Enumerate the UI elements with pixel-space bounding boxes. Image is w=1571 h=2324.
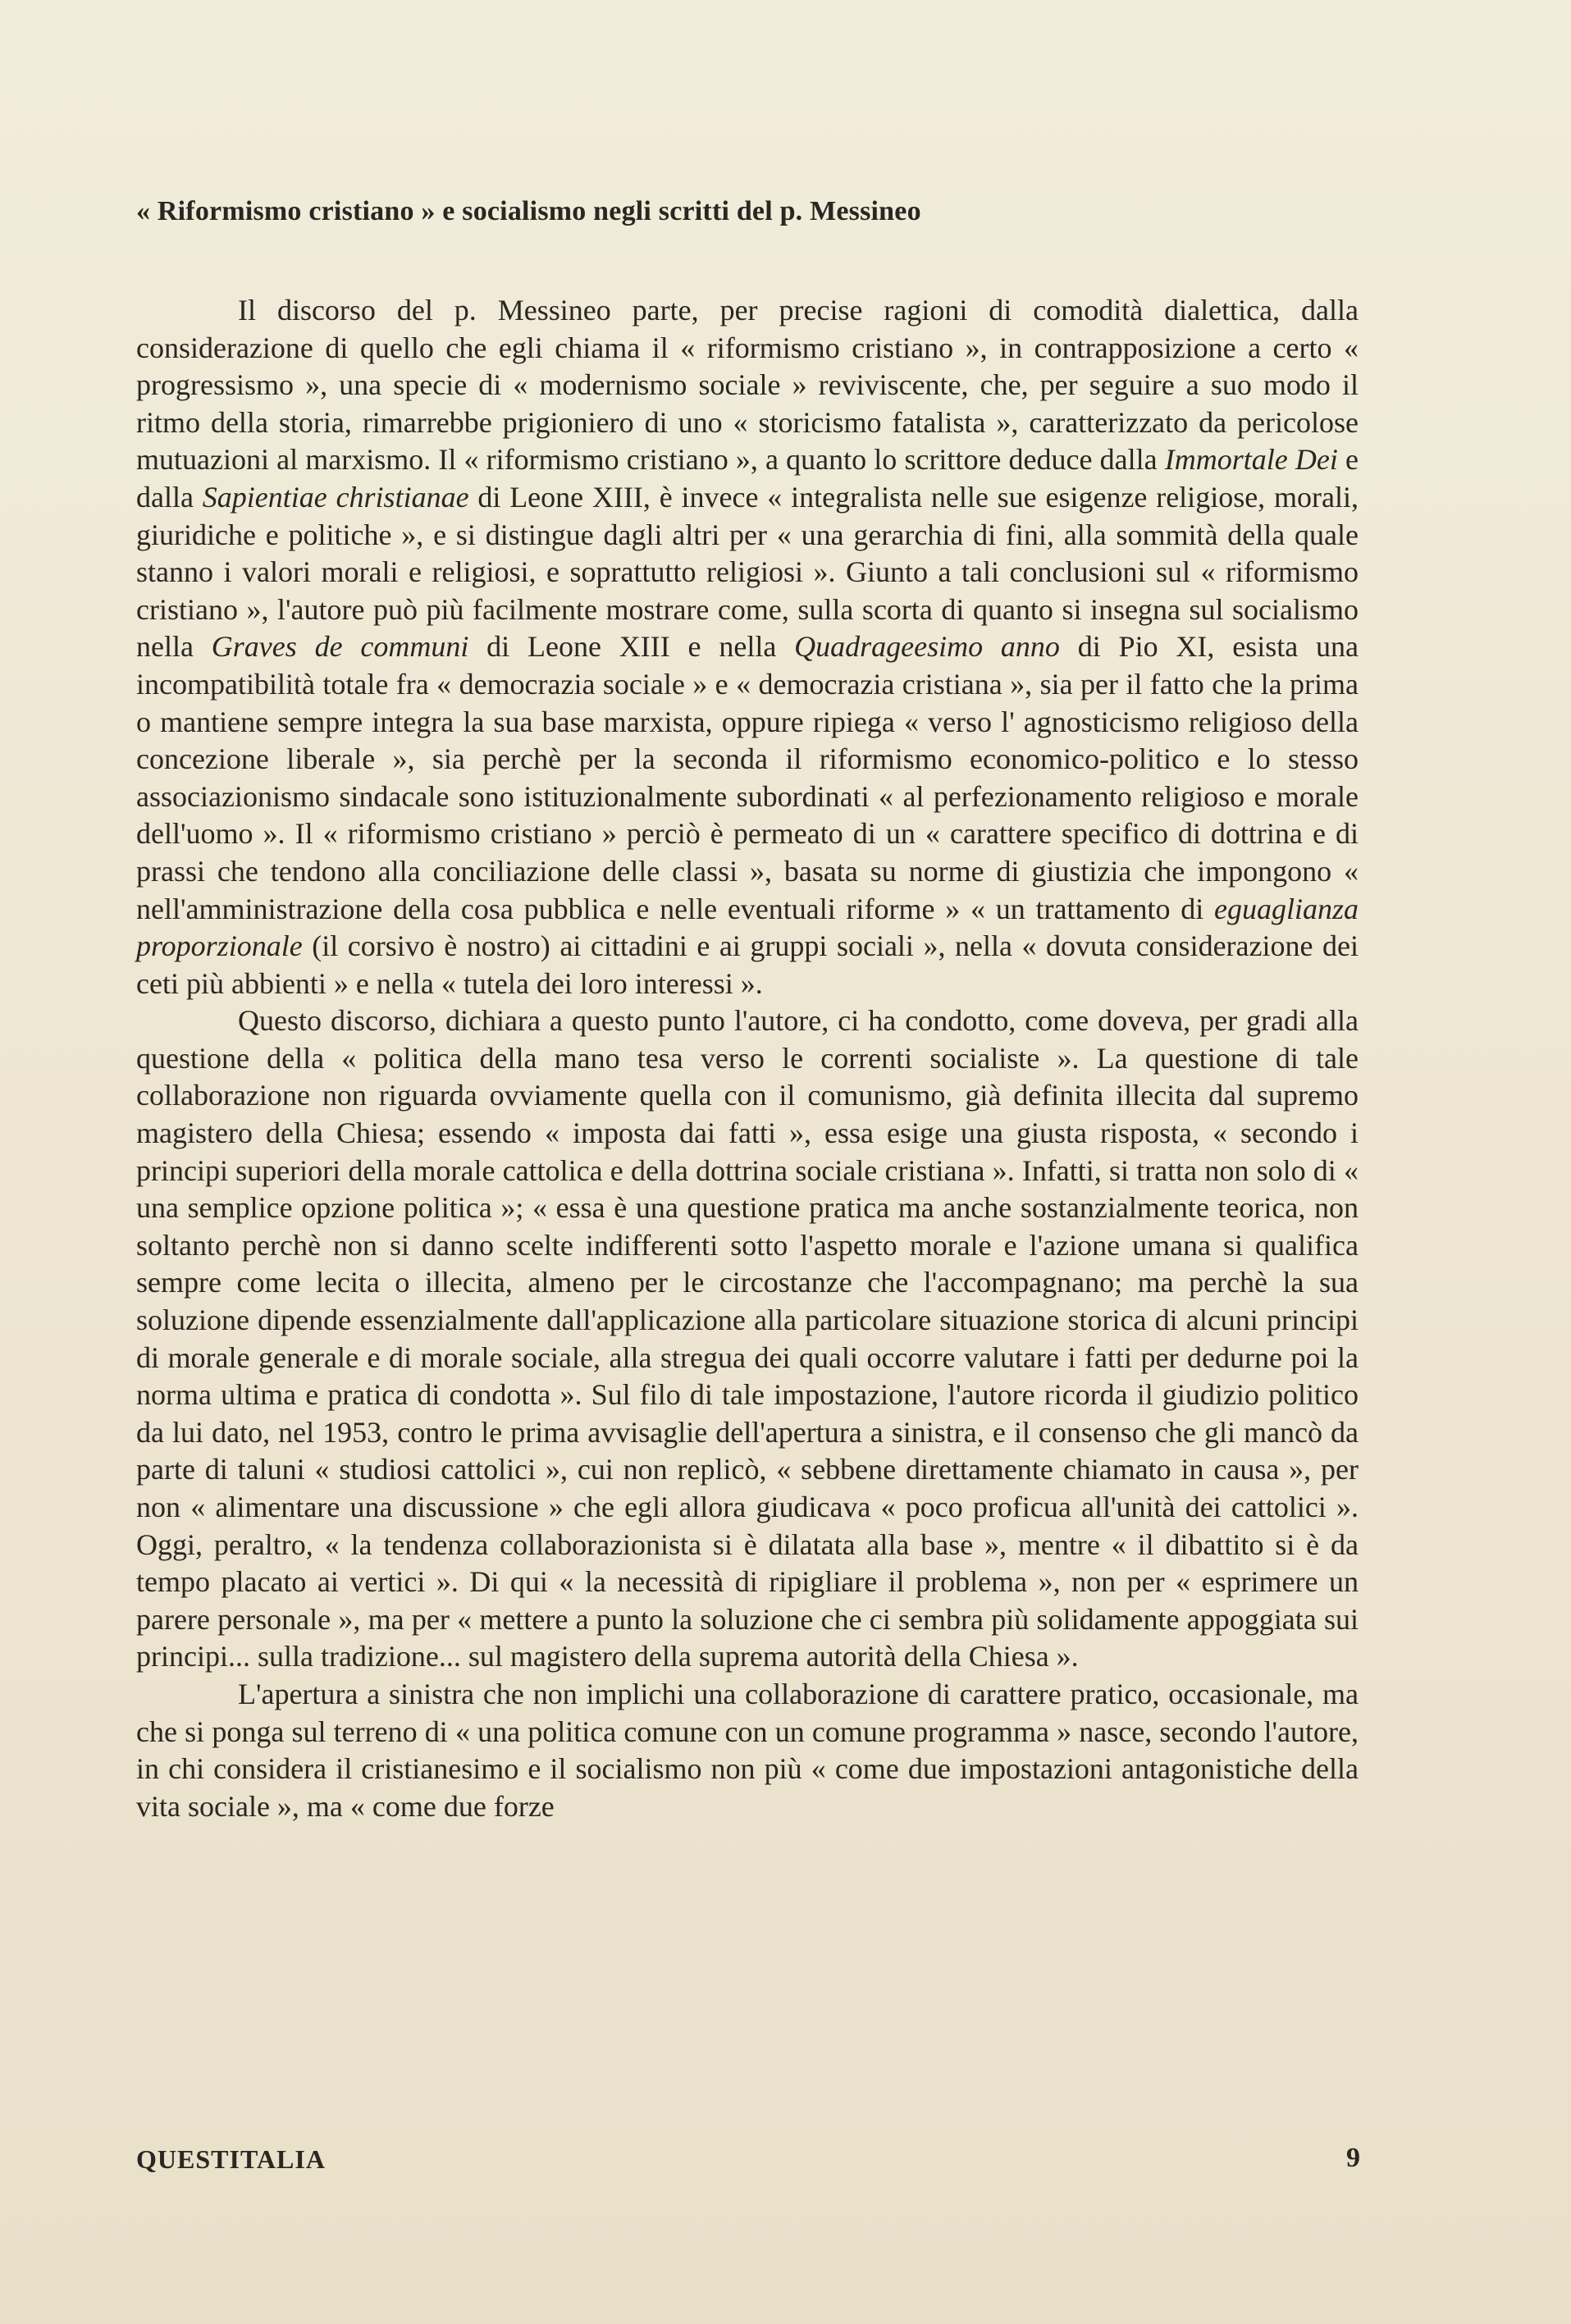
- italic-emphasis: eguaglianza proporzionale: [136, 892, 1359, 963]
- paragraph-text: L'apertura a sinistra che non implichi una collaborazione di carattere pratico, occasionale, ma che si ponga sul terreno di « una politica comune con un comune programma » nasce, secondo l'autore, in chi considera il cristianesimo e il socialismo non più « come due impostazioni antagonistiche della vita sociale », ma « come due forze: [136, 1677, 1359, 1823]
- italic-title-immortale-dei: Immortale Dei: [1164, 443, 1338, 477]
- paragraph-1: [136, 292, 1359, 1002]
- paragraph-text: e dalla: [136, 443, 1359, 514]
- publication-name: QUESTITALIA: [136, 2144, 326, 2174]
- italic-title-sapientiae-christianae: Sapientiae christianae: [202, 480, 469, 514]
- italic-title-graves-de-communi: Graves de communi: [211, 630, 469, 664]
- paragraph-text: di Leone XIII, è invece « integralista nelle sue esigenze religiose, morali, giuridiche e politiche », e si distingue dagli altri per « una gerarchia di fini, alla sommità della quale stanno i valori morali e religiosi, e soprattutto religiosi ». Giunto a tali conclusioni sul « riformismo cristiano », l'autore può più facilmente mostrare come, sulla scorta di quanto si insegna sul socialismo nella: [136, 480, 1359, 664]
- article-body: [136, 292, 1359, 1825]
- page-number: 9: [1346, 2143, 1360, 2173]
- paragraph-text: (il corsivo è nostro) ai cittadini e ai gruppi sociali », nella « dovuta considerazione dei ceti più abbienti » e nella « tutela dei loro interessi ».: [136, 929, 1359, 1000]
- paragraph-text: di Leone XIII e nella: [468, 630, 795, 664]
- paragraph-text: di Pio XI, esista una incompatibilità totale fra « democrazia sociale » e « democrazia cristiana », sia per il fatto che la prima o mantiene sempre integra la sua base marxista, oppure ripiega « verso l' agnosticismo religioso della concezione liberale », sia perchè per la seconda il riformismo economico-politico e lo stesso associazionismo sindacale sono istituzionalmente subordinati « al perfezionamento religioso e morale dell'uomo ». Il « riformismo cristiano » perciò è permeato di un « carattere specifico di dottrina e di prassi che tendono alla conciliazione delle classi », basata su norme di giustizia che impongono « nell'amministrazione della cosa pubblica e nelle eventuali riforme » « un trattamento di: [136, 630, 1359, 925]
- paragraph-3: [136, 1676, 1359, 1825]
- italic-title-quadragesimo-anno: Quadrageesimo anno: [794, 630, 1060, 664]
- paragraph-text: Il discorso del p. Messineo parte, per precise ragioni di comodità dialettica, dalla considerazione di quello che egli chiama il « riformismo cristiano », in contrapposizione a certo « progressismo », una specie di « modernismo sociale » reviviscente, che, per seguire a suo modo il ritmo della storia, rimarrebbe prigioniero di uno « storicismo fatalista », caratterizzato da pericolose mutuazioni al marxismo. Il « riformismo cristiano », a quanto lo scrittore deduce dalla: [136, 294, 1359, 477]
- article-title: « Riformismo cristiano » e socialismo negli scritti del p. Messineo: [136, 196, 921, 226]
- paragraph-text: Questo discorso, dichiara a questo punto l'autore, ci ha condotto, come doveva, per gradi alla questione della « politica della mano tesa verso le correnti socialiste ». La questione di tale collaborazione non riguarda ovviamente quella con il comunismo, già definita illecita dal supremo magistero della Chiesa; essendo « imposta dai fatti », essa esige una giusta risposta, « secondo i principi superiori della morale cattolica e della dottrina sociale cristiana ». Infatti, si tratta non solo di « una semplice opzione politica »; « essa è una questione pratica ma anche sostanzialmente teorica, non soltanto perchè non si danno scelte indifferenti sotto l'aspetto morale e l'azione umana si qualifica sempre come lecita o illecita, almeno per le circostanze che l'accompagnano; ma perchè la sua soluzione dipende essenzialmente dall'applicazione alla particolare situazione storica di alcuni principi di morale generale e di morale sociale, alla stregua dei quali occorre valutare i fatti per dedurne poi la norma ultima e pratica di condotta ». Sul filo di tale impostazione, l'autore ricorda il giudizio politico da lui dato, nel 1953, contro le prima avvisaglie dell'apertura a sinistra, e il consenso che gli mancò da parte di taluni « studiosi cattolici », cui non replicò, « sebbene direttamente chiamato in causa », per non « alimentare una discussione » che egli allora giudicava « poco proficua all'unità dei cattolici ». Oggi, peraltro, « la tendenza collaborazionista si è dilatata alla base », mentre « il dibattito si è da tempo placato ai vertici ». Di qui « la necessità di ripigliare il problema », non per « esprimere un parere personale », ma per « mettere a punto la soluzione che ci sembra più solidamente appoggiata sui principi... sulla tradizione... sul magistero della suprema autorità della Chiesa ».: [136, 1004, 1359, 1673]
- paragraph-2: [136, 1002, 1359, 1676]
